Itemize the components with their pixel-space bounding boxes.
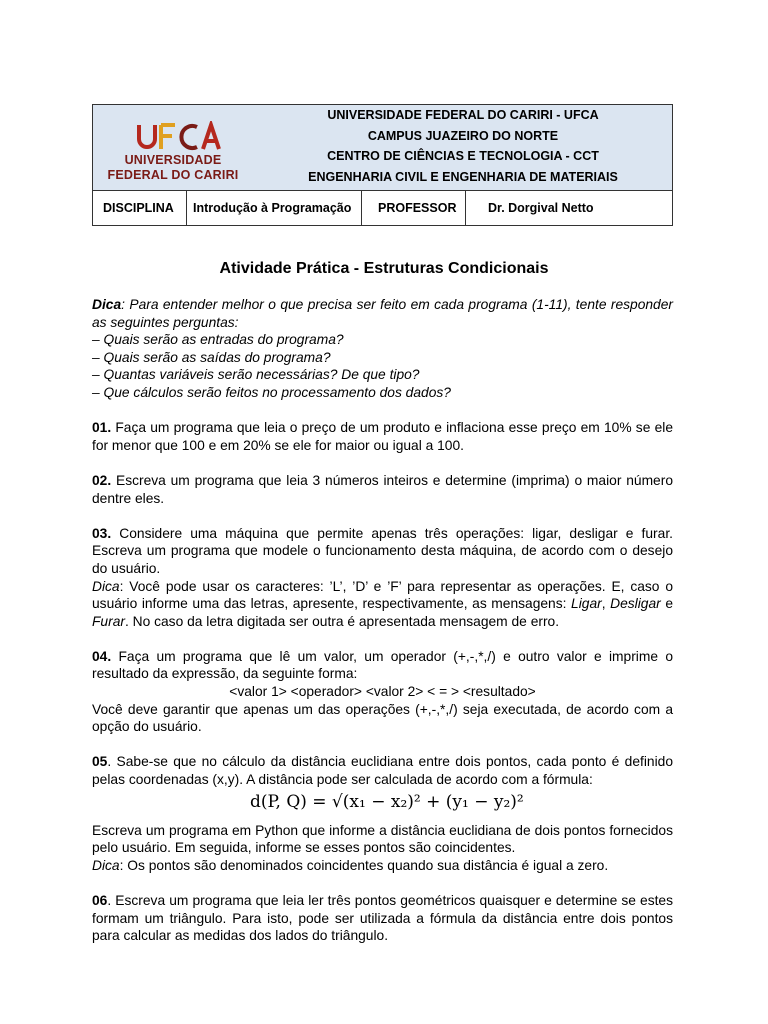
question-number: 05 xyxy=(92,754,108,770)
question-number: 06 xyxy=(92,893,108,908)
question-text: Faça um programa que leia o preço de um produto e inflaciona esse preço em 10% se ele for menor que 100 e em 20% se ele for maior ou igual a 100. xyxy=(92,420,673,453)
professor-value: Dr. Dorgival Netto xyxy=(488,201,594,215)
message-ligar: Ligar xyxy=(571,596,602,612)
dica-text: : Para entender melhor o que precisa ser feito em cada programa (1-11), tente responder as seguintes perguntas: xyxy=(92,297,673,330)
ufca-logo xyxy=(105,119,241,183)
header-table xyxy=(92,104,673,226)
institution-line: ENGENHARIA CIVIL E ENGENHARIA DE MATERIAIS xyxy=(308,169,618,184)
message-furar: Furar xyxy=(92,613,125,629)
dica-question: – Quais serão as saídas do programa? xyxy=(92,349,331,365)
question-number: 03. xyxy=(92,525,112,541)
disciplina-label: DISCIPLINA xyxy=(93,191,187,225)
question-text: . Escreva um programa que leia ler três pontos geométricos quaisquer e determine se estes formam um triângulo. Para isto, pode ser utilizada a fórmula da distância entre dois pontos para calcular as medidas dos lados do triângulo. xyxy=(92,893,673,944)
course-info-row xyxy=(93,191,672,225)
institution-lines xyxy=(293,105,633,187)
question-number: 02. xyxy=(92,472,112,488)
logo-text-line1: UNIVERSIDADE xyxy=(124,153,222,167)
page-title: Atividade Prática - Estruturas Condicionais xyxy=(219,260,549,277)
question-text: Escreva um programa que leia 3 números inteiros e determine (imprima) o maior número dentre eles. xyxy=(92,472,673,506)
question-03 xyxy=(92,525,673,578)
question-06 xyxy=(92,892,673,945)
question-number: 04. xyxy=(92,648,112,664)
dica-question: – Quais serão as entradas do programa? xyxy=(92,332,344,348)
question-text: Faça um programa que lê um valor, um operador (+,-,*,/) e outro valor e imprime o resultado da expressão, da seguinte forma: xyxy=(92,648,673,682)
question-text: . Sabe-se que no cálculo da distância euclidiana entre dois pontos, cada ponto é definido pelas coordenadas (x,y). A distância pode ser calculada de acordo com a fórmula: xyxy=(92,754,673,788)
distance-formula xyxy=(92,790,673,820)
question-text: Considere uma máquina que permite apenas três operações: ligar, desligar e furar. Escreva um programa que modele o funcionamento desta máquina, de acordo com o desejo do usuário. xyxy=(92,525,673,576)
question-05-dica: Dica: Os pontos são denominados coincidentes quando sua distância é igual a zero. xyxy=(92,857,609,873)
question-01 xyxy=(92,419,673,454)
question-05-task: Escreva um programa em Python que informe a distância euclidiana de dois pontos fornecidos pelo usuário. Em seguida, informe se esses pontos são coincidentes. xyxy=(92,822,673,856)
question-04 xyxy=(92,648,673,683)
expression-format: <valor 1> <operador> <valor 2> < = > <resultado> xyxy=(229,684,536,700)
institution-line: CENTRO DE CIÊNCIAS E TECNOLOGIA - CCT xyxy=(327,149,599,163)
dica-label: Dica xyxy=(92,578,120,594)
institution-line: UNIVERSIDADE FEDERAL DO CARIRI - UFCA xyxy=(327,108,599,122)
institution-line: CAMPUS JUAZEIRO DO NORTE xyxy=(367,128,559,143)
ufca-logo-mark xyxy=(135,121,221,153)
document-body xyxy=(92,296,673,945)
question-04-note: Você deve garantir que apenas um das operações (+,-,*,/) seja executada, de acordo com a opção do usuário. xyxy=(92,701,673,735)
professor-label: PROFESSOR xyxy=(362,191,466,225)
dica-label: Dica xyxy=(92,857,120,873)
question-05 xyxy=(92,753,673,788)
dica-label: Dica xyxy=(92,297,122,312)
question-02 xyxy=(92,472,673,507)
question-03-dica: Dica: Você pode usar os caracteres: ’L’, ’D’ e ’F’ para representar as operações. E, caso o usuário informe uma das letras, apresente, respectivamente, as mensagens: Ligar, Desligar e Furar. No caso da letra digitada ser outra é apresentada mensagem de erro. xyxy=(92,578,673,629)
dica-question: – Que cálculos serão feitos no processamento dos dados? xyxy=(92,384,451,400)
logo-text-line2: FEDERAL DO CARIRI xyxy=(107,168,239,182)
disciplina-value: Introdução à Programação xyxy=(187,191,362,225)
header-banner xyxy=(93,105,672,191)
question-number: 01. xyxy=(92,420,112,436)
dica-intro xyxy=(92,296,673,331)
formula-text: d(P, Q) = √(x₁ − x₂)² + (y₁ − y₂)² xyxy=(250,791,524,812)
message-desligar: Desligar xyxy=(610,596,661,612)
dica-question: – Quantas variáveis serão necessárias? De que tipo? xyxy=(92,367,420,383)
